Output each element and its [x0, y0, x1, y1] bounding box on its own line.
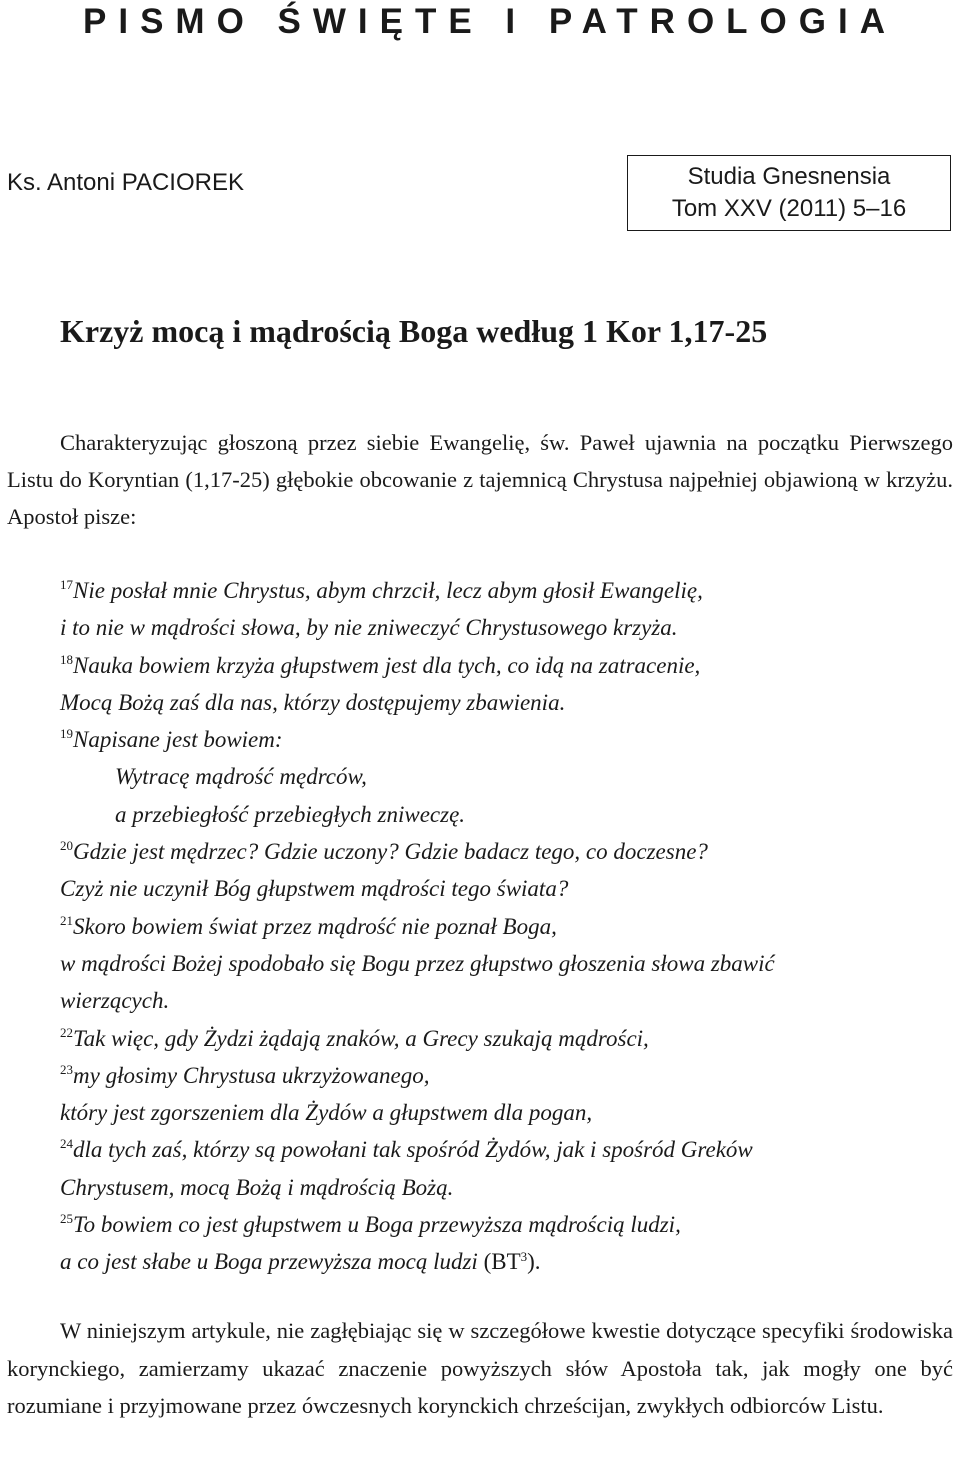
verse-number: 23: [60, 1061, 73, 1077]
section-heading: PISMO ŚWIĘTE I PATROLOGIA: [83, 2, 897, 41]
quote-text: Czyż nie uczynił Bóg głupstwem mądrości tego świata?: [60, 876, 569, 902]
verse-number: 24: [60, 1136, 73, 1152]
quote-text: który jest zgorszeniem dla Żydów a głupstwem dla pogan,: [60, 1100, 593, 1126]
quote-line: [60, 1057, 960, 1094]
article-title: Krzyż mocą i mądrością Boga według 1 Kor 1,17-25: [60, 313, 768, 349]
verse-number: 25: [60, 1211, 73, 1227]
body-paragraph: [7, 1312, 953, 1425]
verse-number: 21: [60, 912, 73, 928]
quote-line: [60, 1169, 960, 1206]
quote-line: [60, 870, 960, 907]
intro-text: Charakteryzując głoszoną przez siebie Ewangelię, św. Paweł ujawnia na początku Pierwszego Listu do Koryntian (1,17-25) głębokie obcowanie z tajemnicą Chrystusa najpełniej objawioną w krzyżu. Apostoł pisze:: [7, 430, 953, 529]
quote-line: [60, 945, 960, 982]
verse-number: 22: [60, 1024, 73, 1040]
journal-info-box: [627, 155, 951, 231]
quote-line: [60, 1206, 960, 1243]
quote-text: Nauka bowiem krzyża głupstwem jest dla tych, co idą na zatracenie,: [73, 652, 701, 678]
quote-line: [60, 758, 960, 795]
verse-number: 19: [60, 726, 73, 742]
quote-text: i to nie w mądrości słowa, by nie zniweczyć Chrystusowego krzyża.: [60, 615, 678, 641]
quote-text: a co jest słabe u Boga przewyższa mocą ludzi: [60, 1249, 478, 1275]
body-text: W niniejszym artykule, nie zagłębiając się w szczegółowe kwestie dotyczące specyfiki środowiska korynckiego, zamierzamy ukazać znaczenie powyższych słów Apostoła tak, jak mogły one być rozumiane i przyjmowane przez ówczesnych korynckich chrześcijan, zwykłych odbiorców Listu.: [7, 1318, 953, 1419]
quote-text: my głosimy Chrystusa ukrzyżowanego,: [73, 1062, 430, 1088]
quote-line: [60, 572, 960, 609]
quote-line: [60, 609, 960, 646]
quote-line: [60, 796, 960, 833]
citation-open: (BT: [477, 1249, 521, 1275]
quote-text: Napisane jest bowiem:: [73, 727, 283, 753]
quote-line: [60, 833, 960, 870]
verse-number: 17: [60, 577, 73, 592]
quote-text: Gdzie jest mędrzec? Gdzie uczony? Gdzie badacz tego, co doczesne?: [73, 839, 708, 865]
quote-line: [60, 982, 960, 1019]
quote-text: dla tych zaś, którzy są powołani tak spośród Żydów, jak i spośród Greków: [73, 1137, 753, 1163]
quote-line: [60, 684, 960, 721]
bible-citation: [478, 1249, 541, 1274]
quote-text: Chrystusem, mocą Bożą i mądrością Bożą.: [60, 1174, 454, 1200]
quote-line: [60, 647, 960, 684]
quote-text: Mocą Bożą zaś dla nas, którzy dostępujemy zbawienia.: [60, 689, 566, 715]
scripture-quote: [60, 572, 960, 1281]
quote-line: [60, 908, 960, 945]
quote-text: Nie posłał mnie Chrystus, abym chrzcił, lecz abym głosił Ewangelię,: [73, 578, 703, 603]
quote-line: [60, 1094, 960, 1131]
intro-paragraph: [7, 424, 953, 535]
quote-text: Tak więc, gdy Żydzi żądają znaków, a Grecy szukają mądrości,: [73, 1025, 649, 1051]
journal-name: Studia Gnesnensia: [687, 163, 891, 190]
quote-line: [60, 721, 960, 758]
quote-line: [60, 1131, 960, 1168]
citation-close: ).: [527, 1249, 541, 1275]
quote-text: Wytracę mądrość mędrców,: [115, 764, 367, 790]
quote-text: w mądrości Bożej spodobało się Bogu przez głupstwo głoszenia słowa zbawić: [60, 950, 775, 976]
quote-text: a przebiegłość przebiegłych zniweczę.: [115, 801, 466, 827]
quote-text: Skoro bowiem świat przez mądrość nie poznał Boga,: [73, 913, 557, 939]
citation-superscript: 3: [520, 1249, 528, 1265]
author-name: Ks. Antoni PACIOREK: [7, 169, 244, 196]
quote-line: [60, 1243, 960, 1280]
quote-line: [60, 1020, 960, 1057]
journal-volume: Tom XXV (2011) 5–16: [671, 195, 907, 222]
quote-text: wierzących.: [60, 988, 170, 1014]
quote-text: To bowiem co jest głupstwem u Boga przewyższa mądrością ludzi,: [73, 1212, 681, 1238]
verse-number: 18: [60, 651, 73, 667]
verse-number: 20: [60, 838, 73, 854]
